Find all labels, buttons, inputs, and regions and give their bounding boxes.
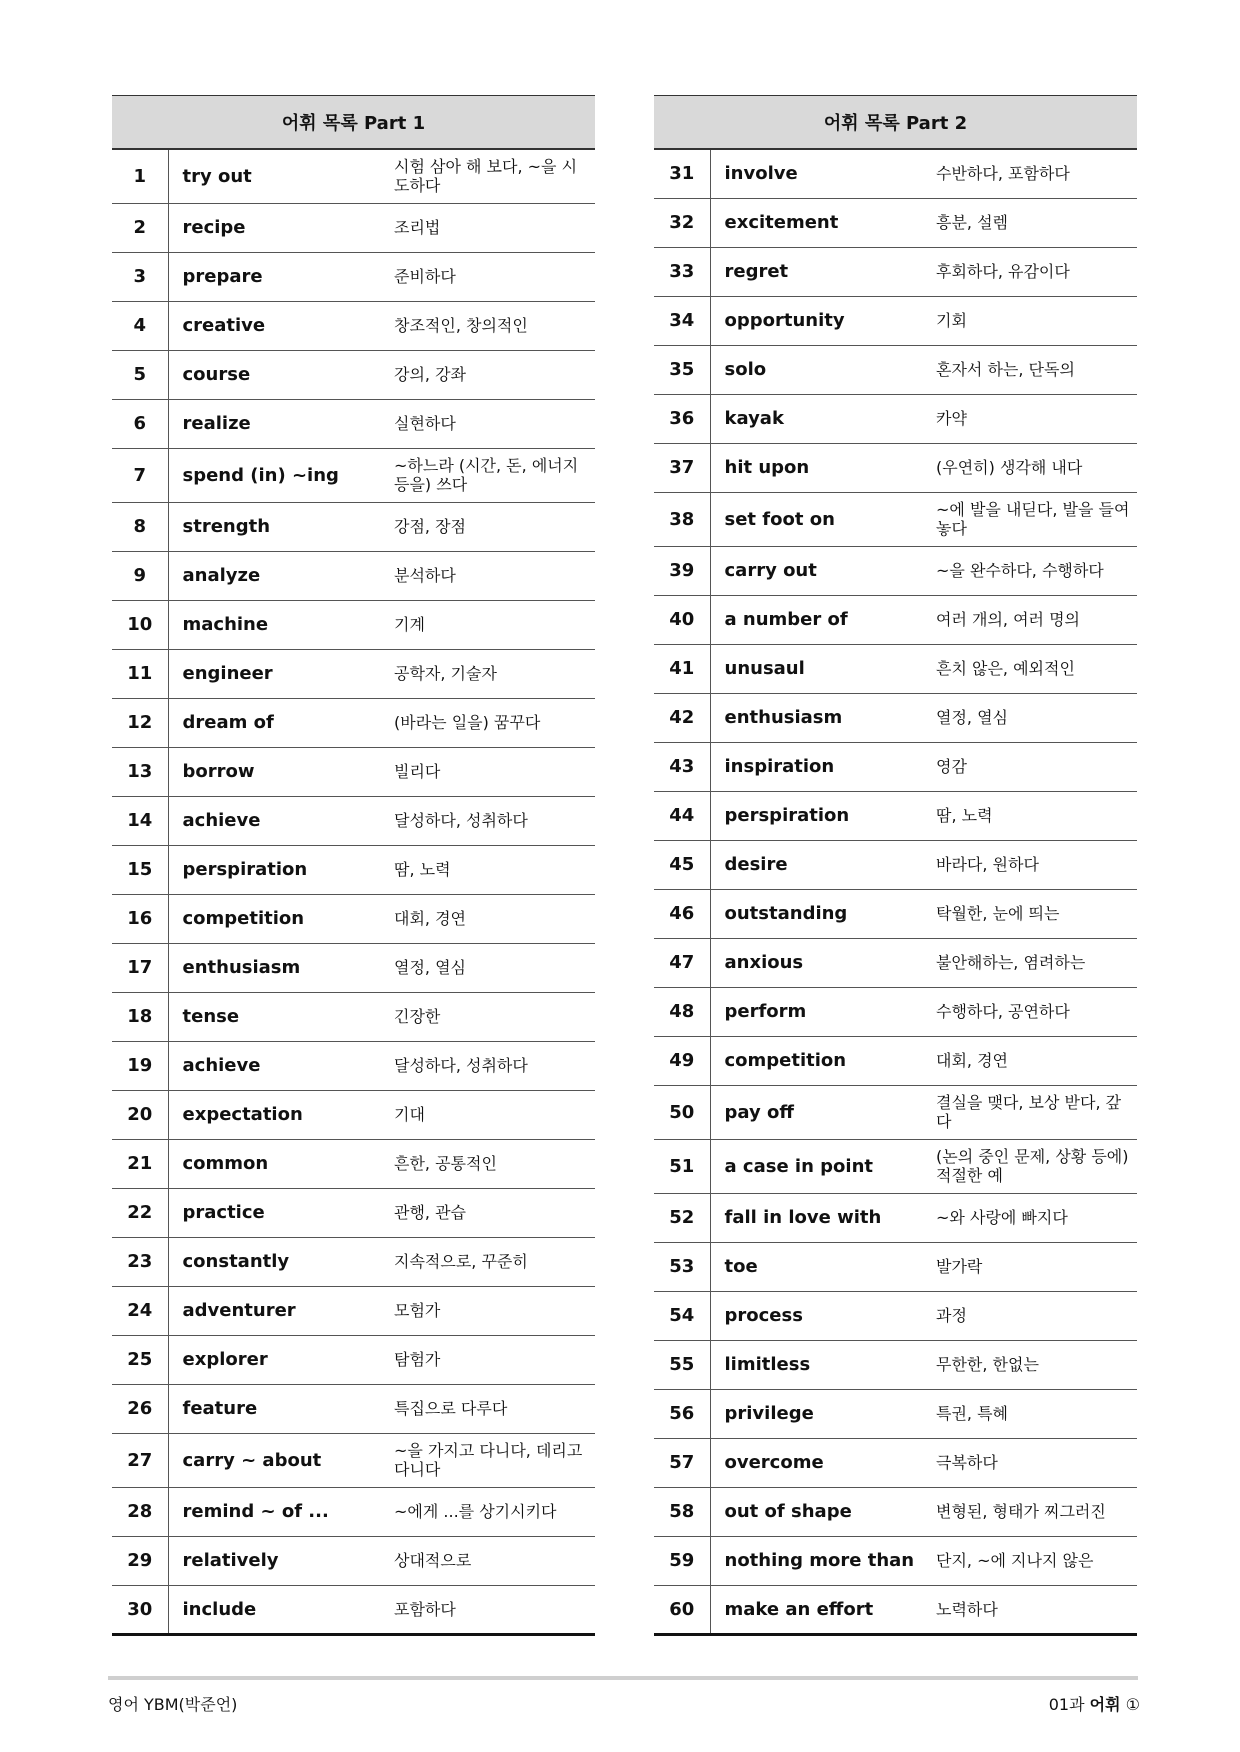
entry-number: 5 — [112, 350, 168, 399]
entry-word: pay off — [710, 1085, 922, 1139]
entry-number: 57 — [654, 1438, 710, 1487]
entry-number: 36 — [654, 394, 710, 443]
entry-meaning: ~에 발을 내딛다, 발을 들여놓다 — [922, 492, 1137, 546]
table-title: 어휘 목록 Part 1 — [112, 96, 595, 150]
table-row — [112, 845, 595, 894]
table-row — [112, 350, 595, 399]
entry-number: 20 — [112, 1090, 168, 1139]
entry-meaning: 특권, 특혜 — [922, 1389, 1137, 1438]
entry-word: achieve — [168, 1041, 380, 1090]
entry-number: 3 — [112, 252, 168, 301]
entry-word: feature — [168, 1384, 380, 1433]
entry-word: fall in love with — [710, 1193, 922, 1242]
entry-meaning: ~을 완수하다, 수행하다 — [922, 546, 1137, 595]
entry-number: 41 — [654, 644, 710, 693]
entry-number: 7 — [112, 448, 168, 502]
entry-meaning: 공학자, 기술자 — [380, 649, 595, 698]
entry-meaning: (논의 중인 문제, 상황 등에) 적절한 예 — [922, 1139, 1137, 1193]
entry-meaning: ~와 사랑에 빠지다 — [922, 1193, 1137, 1242]
entry-number: 32 — [654, 198, 710, 247]
entry-number: 59 — [654, 1536, 710, 1585]
entry-meaning: 강점, 장점 — [380, 502, 595, 551]
entry-meaning: ~을 가지고 다니다, 데리고 다니다 — [380, 1433, 595, 1487]
table-row — [654, 1536, 1137, 1585]
table-row — [654, 443, 1137, 492]
entry-meaning: 달성하다, 성취하다 — [380, 1041, 595, 1090]
entry-meaning: 기계 — [380, 600, 595, 649]
entry-number: 46 — [654, 889, 710, 938]
entry-number: 28 — [112, 1487, 168, 1536]
entry-number: 60 — [654, 1585, 710, 1634]
entry-meaning: 영감 — [922, 742, 1137, 791]
entry-number: 58 — [654, 1487, 710, 1536]
entry-word: practice — [168, 1188, 380, 1237]
table-row — [654, 1242, 1137, 1291]
table-row — [112, 1188, 595, 1237]
entry-meaning: 준비하다 — [380, 252, 595, 301]
entry-meaning: 혼자서 하는, 단독의 — [922, 345, 1137, 394]
table-row — [654, 296, 1137, 345]
table-row — [112, 747, 595, 796]
entry-number: 16 — [112, 894, 168, 943]
table-row — [112, 252, 595, 301]
entry-meaning: 흥분, 설렘 — [922, 198, 1137, 247]
entry-number: 37 — [654, 443, 710, 492]
entry-word: course — [168, 350, 380, 399]
table-row — [112, 894, 595, 943]
table-row — [654, 1291, 1137, 1340]
entry-meaning: 수행하다, 공연하다 — [922, 987, 1137, 1036]
entry-meaning: 포함하다 — [380, 1585, 595, 1634]
entry-word: a case in point — [710, 1139, 922, 1193]
table-row — [112, 502, 595, 551]
entry-number: 42 — [654, 693, 710, 742]
entry-word: relatively — [168, 1536, 380, 1585]
entry-number: 43 — [654, 742, 710, 791]
entry-meaning: (바라는 일을) 꿈꾸다 — [380, 698, 595, 747]
entry-number: 2 — [112, 203, 168, 252]
entry-number: 18 — [112, 992, 168, 1041]
table-row — [112, 1335, 595, 1384]
table-row — [654, 1340, 1137, 1389]
table-row — [654, 198, 1137, 247]
entry-meaning: 변형된, 형태가 찌그러진 — [922, 1487, 1137, 1536]
table-row — [112, 551, 595, 600]
entry-number: 33 — [654, 247, 710, 296]
entry-word: strength — [168, 502, 380, 551]
entry-meaning: 수반하다, 포함하다 — [922, 149, 1137, 198]
footer-lesson-prefix: 01과 — [1048, 1695, 1090, 1714]
entry-meaning: 모험가 — [380, 1286, 595, 1335]
table-row — [654, 644, 1137, 693]
entry-word: adventurer — [168, 1286, 380, 1335]
table-row — [654, 247, 1137, 296]
entry-number: 8 — [112, 502, 168, 551]
entry-meaning: 분석하다 — [380, 551, 595, 600]
vocab-table-part2 — [654, 95, 1137, 1636]
entry-word: spend (in) ~ing — [168, 448, 380, 502]
entry-word: recipe — [168, 203, 380, 252]
entry-word: nothing more than — [710, 1536, 922, 1585]
entry-meaning: 대회, 경연 — [922, 1036, 1137, 1085]
table-row — [112, 448, 595, 502]
entry-meaning: 여러 개의, 여러 명의 — [922, 595, 1137, 644]
table-row — [654, 987, 1137, 1036]
entry-number: 19 — [112, 1041, 168, 1090]
table-row — [654, 791, 1137, 840]
entry-word: involve — [710, 149, 922, 198]
entry-meaning: 특집으로 다루다 — [380, 1384, 595, 1433]
vocab-table-part1 — [112, 95, 595, 1636]
entry-word: solo — [710, 345, 922, 394]
entry-word: anxious — [710, 938, 922, 987]
entry-word: carry ~ about — [168, 1433, 380, 1487]
entry-word: achieve — [168, 796, 380, 845]
entry-number: 4 — [112, 301, 168, 350]
table-header-row — [654, 96, 1137, 150]
entry-meaning: ~하느라 (시간, 돈, 에너지 등을) 쓰다 — [380, 448, 595, 502]
entry-word: inspiration — [710, 742, 922, 791]
entry-number: 9 — [112, 551, 168, 600]
entry-number: 30 — [112, 1585, 168, 1634]
entry-number: 54 — [654, 1291, 710, 1340]
table-row — [654, 546, 1137, 595]
entry-word: remind ~ of ... — [168, 1487, 380, 1536]
entry-number: 25 — [112, 1335, 168, 1384]
entry-number: 17 — [112, 943, 168, 992]
entry-meaning: 상대적으로 — [380, 1536, 595, 1585]
entry-meaning: 땀, 노력 — [380, 845, 595, 894]
table-row — [654, 1389, 1137, 1438]
entry-word: try out — [168, 149, 380, 203]
entry-word: machine — [168, 600, 380, 649]
entry-number: 56 — [654, 1389, 710, 1438]
entry-meaning: 탁월한, 눈에 띄는 — [922, 889, 1137, 938]
table-row — [112, 796, 595, 845]
entry-meaning: 탐험가 — [380, 1335, 595, 1384]
table-row — [654, 889, 1137, 938]
entry-number: 39 — [654, 546, 710, 595]
entry-word: enthusiasm — [710, 693, 922, 742]
entry-word: privilege — [710, 1389, 922, 1438]
entry-number: 31 — [654, 149, 710, 198]
entry-number: 1 — [112, 149, 168, 203]
entry-word: hit upon — [710, 443, 922, 492]
entry-number: 48 — [654, 987, 710, 1036]
entry-number: 52 — [654, 1193, 710, 1242]
entry-word: perspiration — [168, 845, 380, 894]
entry-word: perspiration — [710, 791, 922, 840]
entry-meaning: ~에게 ...를 상기시키다 — [380, 1487, 595, 1536]
entry-word: analyze — [168, 551, 380, 600]
footer-lesson-title: 어휘 — [1089, 1695, 1121, 1714]
entry-word: engineer — [168, 649, 380, 698]
entry-number: 55 — [654, 1340, 710, 1389]
table-row — [654, 1487, 1137, 1536]
entry-word: desire — [710, 840, 922, 889]
entry-word: competition — [168, 894, 380, 943]
table-row — [654, 1085, 1137, 1139]
table-row — [112, 698, 595, 747]
entry-number: 38 — [654, 492, 710, 546]
entry-word: unusaul — [710, 644, 922, 693]
footer-divider — [108, 1676, 1138, 1680]
table-row — [112, 600, 595, 649]
entry-word: process — [710, 1291, 922, 1340]
entry-number: 34 — [654, 296, 710, 345]
table-row — [654, 938, 1137, 987]
entry-meaning: 지속적으로, 꾸준히 — [380, 1237, 595, 1286]
table-row — [112, 1384, 595, 1433]
table-row — [112, 1536, 595, 1585]
entry-meaning: 긴장한 — [380, 992, 595, 1041]
entry-meaning: 극복하다 — [922, 1438, 1137, 1487]
footer-lesson — [1049, 1692, 1140, 1715]
entry-number: 24 — [112, 1286, 168, 1335]
entry-number: 27 — [112, 1433, 168, 1487]
table-row — [112, 1090, 595, 1139]
entry-meaning: 열정, 열심 — [922, 693, 1137, 742]
entry-meaning: (우연히) 생각해 내다 — [922, 443, 1137, 492]
table-row — [112, 203, 595, 252]
entry-meaning: 흔치 않은, 예외적인 — [922, 644, 1137, 693]
entry-meaning: 과정 — [922, 1291, 1137, 1340]
entry-word: include — [168, 1585, 380, 1634]
table-row — [654, 595, 1137, 644]
entry-word: prepare — [168, 252, 380, 301]
footer-source: 영어 YBM(박준언) — [108, 1695, 238, 1714]
table-row — [112, 943, 595, 992]
entry-word: constantly — [168, 1237, 380, 1286]
table-row — [654, 1036, 1137, 1085]
entry-word: opportunity — [710, 296, 922, 345]
entry-word: overcome — [710, 1438, 922, 1487]
entry-word: a number of — [710, 595, 922, 644]
entry-word: make an effort — [710, 1585, 922, 1634]
entry-meaning: 창조적인, 창의적인 — [380, 301, 595, 350]
table-row — [654, 394, 1137, 443]
table-row — [654, 742, 1137, 791]
table-row — [112, 1286, 595, 1335]
entry-number: 13 — [112, 747, 168, 796]
table-row — [654, 492, 1137, 546]
table-row — [112, 399, 595, 448]
table-title: 어휘 목록 Part 2 — [654, 96, 1137, 150]
footer-lesson-suffix: ① — [1120, 1695, 1140, 1714]
entry-meaning: 흔한, 공통적인 — [380, 1139, 595, 1188]
entry-word: borrow — [168, 747, 380, 796]
entry-word: dream of — [168, 698, 380, 747]
entry-meaning: 대회, 경연 — [380, 894, 595, 943]
table-row — [654, 1438, 1137, 1487]
entry-number: 50 — [654, 1085, 710, 1139]
table-row — [112, 1237, 595, 1286]
entry-meaning: 노력하다 — [922, 1585, 1137, 1634]
entry-number: 22 — [112, 1188, 168, 1237]
entry-meaning: 기대 — [380, 1090, 595, 1139]
entry-meaning: 시험 삼아 해 보다, ~을 시도하다 — [380, 149, 595, 203]
entry-number: 49 — [654, 1036, 710, 1085]
table-header-row — [112, 96, 595, 150]
entry-meaning: 땀, 노력 — [922, 791, 1137, 840]
entry-number: 47 — [654, 938, 710, 987]
entry-number: 29 — [112, 1536, 168, 1585]
entry-word: regret — [710, 247, 922, 296]
entry-word: limitless — [710, 1340, 922, 1389]
table-row — [112, 1139, 595, 1188]
entry-number: 40 — [654, 595, 710, 644]
entry-meaning: 결실을 맺다, 보상 받다, 갚다 — [922, 1085, 1137, 1139]
entry-meaning: 무한한, 한없는 — [922, 1340, 1137, 1389]
vocab-table-part1-wrapper — [112, 95, 595, 1636]
entry-number: 45 — [654, 840, 710, 889]
entry-word: expectation — [168, 1090, 380, 1139]
entry-word: out of shape — [710, 1487, 922, 1536]
table-row — [112, 149, 595, 203]
entry-meaning: 관행, 관습 — [380, 1188, 595, 1237]
entry-word: kayak — [710, 394, 922, 443]
table-row — [654, 345, 1137, 394]
entry-number: 23 — [112, 1237, 168, 1286]
table-row — [654, 1139, 1137, 1193]
entry-number: 21 — [112, 1139, 168, 1188]
entry-meaning: 단지, ~에 지나지 않은 — [922, 1536, 1137, 1585]
entry-meaning: 달성하다, 성취하다 — [380, 796, 595, 845]
entry-word: competition — [710, 1036, 922, 1085]
entry-word: set foot on — [710, 492, 922, 546]
entry-number: 51 — [654, 1139, 710, 1193]
table-row — [112, 1433, 595, 1487]
entry-meaning: 불안해하는, 염려하는 — [922, 938, 1137, 987]
entry-meaning: 발가락 — [922, 1242, 1137, 1291]
table-row — [112, 1041, 595, 1090]
vocab-table-part2-wrapper — [654, 95, 1137, 1636]
table-row — [654, 693, 1137, 742]
entry-meaning: 실현하다 — [380, 399, 595, 448]
entry-word: carry out — [710, 546, 922, 595]
entry-number: 6 — [112, 399, 168, 448]
entry-word: explorer — [168, 1335, 380, 1384]
entry-meaning: 열정, 열심 — [380, 943, 595, 992]
entry-meaning: 빌리다 — [380, 747, 595, 796]
entry-number: 11 — [112, 649, 168, 698]
entry-word: outstanding — [710, 889, 922, 938]
table-row — [654, 840, 1137, 889]
entry-meaning: 조리법 — [380, 203, 595, 252]
entry-number: 14 — [112, 796, 168, 845]
entry-number: 35 — [654, 345, 710, 394]
entry-meaning: 기회 — [922, 296, 1137, 345]
entry-word: realize — [168, 399, 380, 448]
table-row — [112, 649, 595, 698]
entry-number: 53 — [654, 1242, 710, 1291]
entry-number: 44 — [654, 791, 710, 840]
entry-word: tense — [168, 992, 380, 1041]
entry-number: 15 — [112, 845, 168, 894]
table-row — [112, 1487, 595, 1536]
entry-meaning: 카약 — [922, 394, 1137, 443]
entry-meaning: 바라다, 원하다 — [922, 840, 1137, 889]
entry-word: common — [168, 1139, 380, 1188]
entry-number: 10 — [112, 600, 168, 649]
table-row — [654, 149, 1137, 198]
entry-word: enthusiasm — [168, 943, 380, 992]
entry-meaning: 강의, 강좌 — [380, 350, 595, 399]
entry-word: perform — [710, 987, 922, 1036]
entry-number: 12 — [112, 698, 168, 747]
table-row — [112, 992, 595, 1041]
table-row — [654, 1193, 1137, 1242]
entry-number: 26 — [112, 1384, 168, 1433]
entry-word: excitement — [710, 198, 922, 247]
entry-word: creative — [168, 301, 380, 350]
table-row — [112, 301, 595, 350]
entry-word: toe — [710, 1242, 922, 1291]
entry-meaning: 후회하다, 유감이다 — [922, 247, 1137, 296]
table-row — [654, 1585, 1137, 1634]
table-row — [112, 1585, 595, 1634]
